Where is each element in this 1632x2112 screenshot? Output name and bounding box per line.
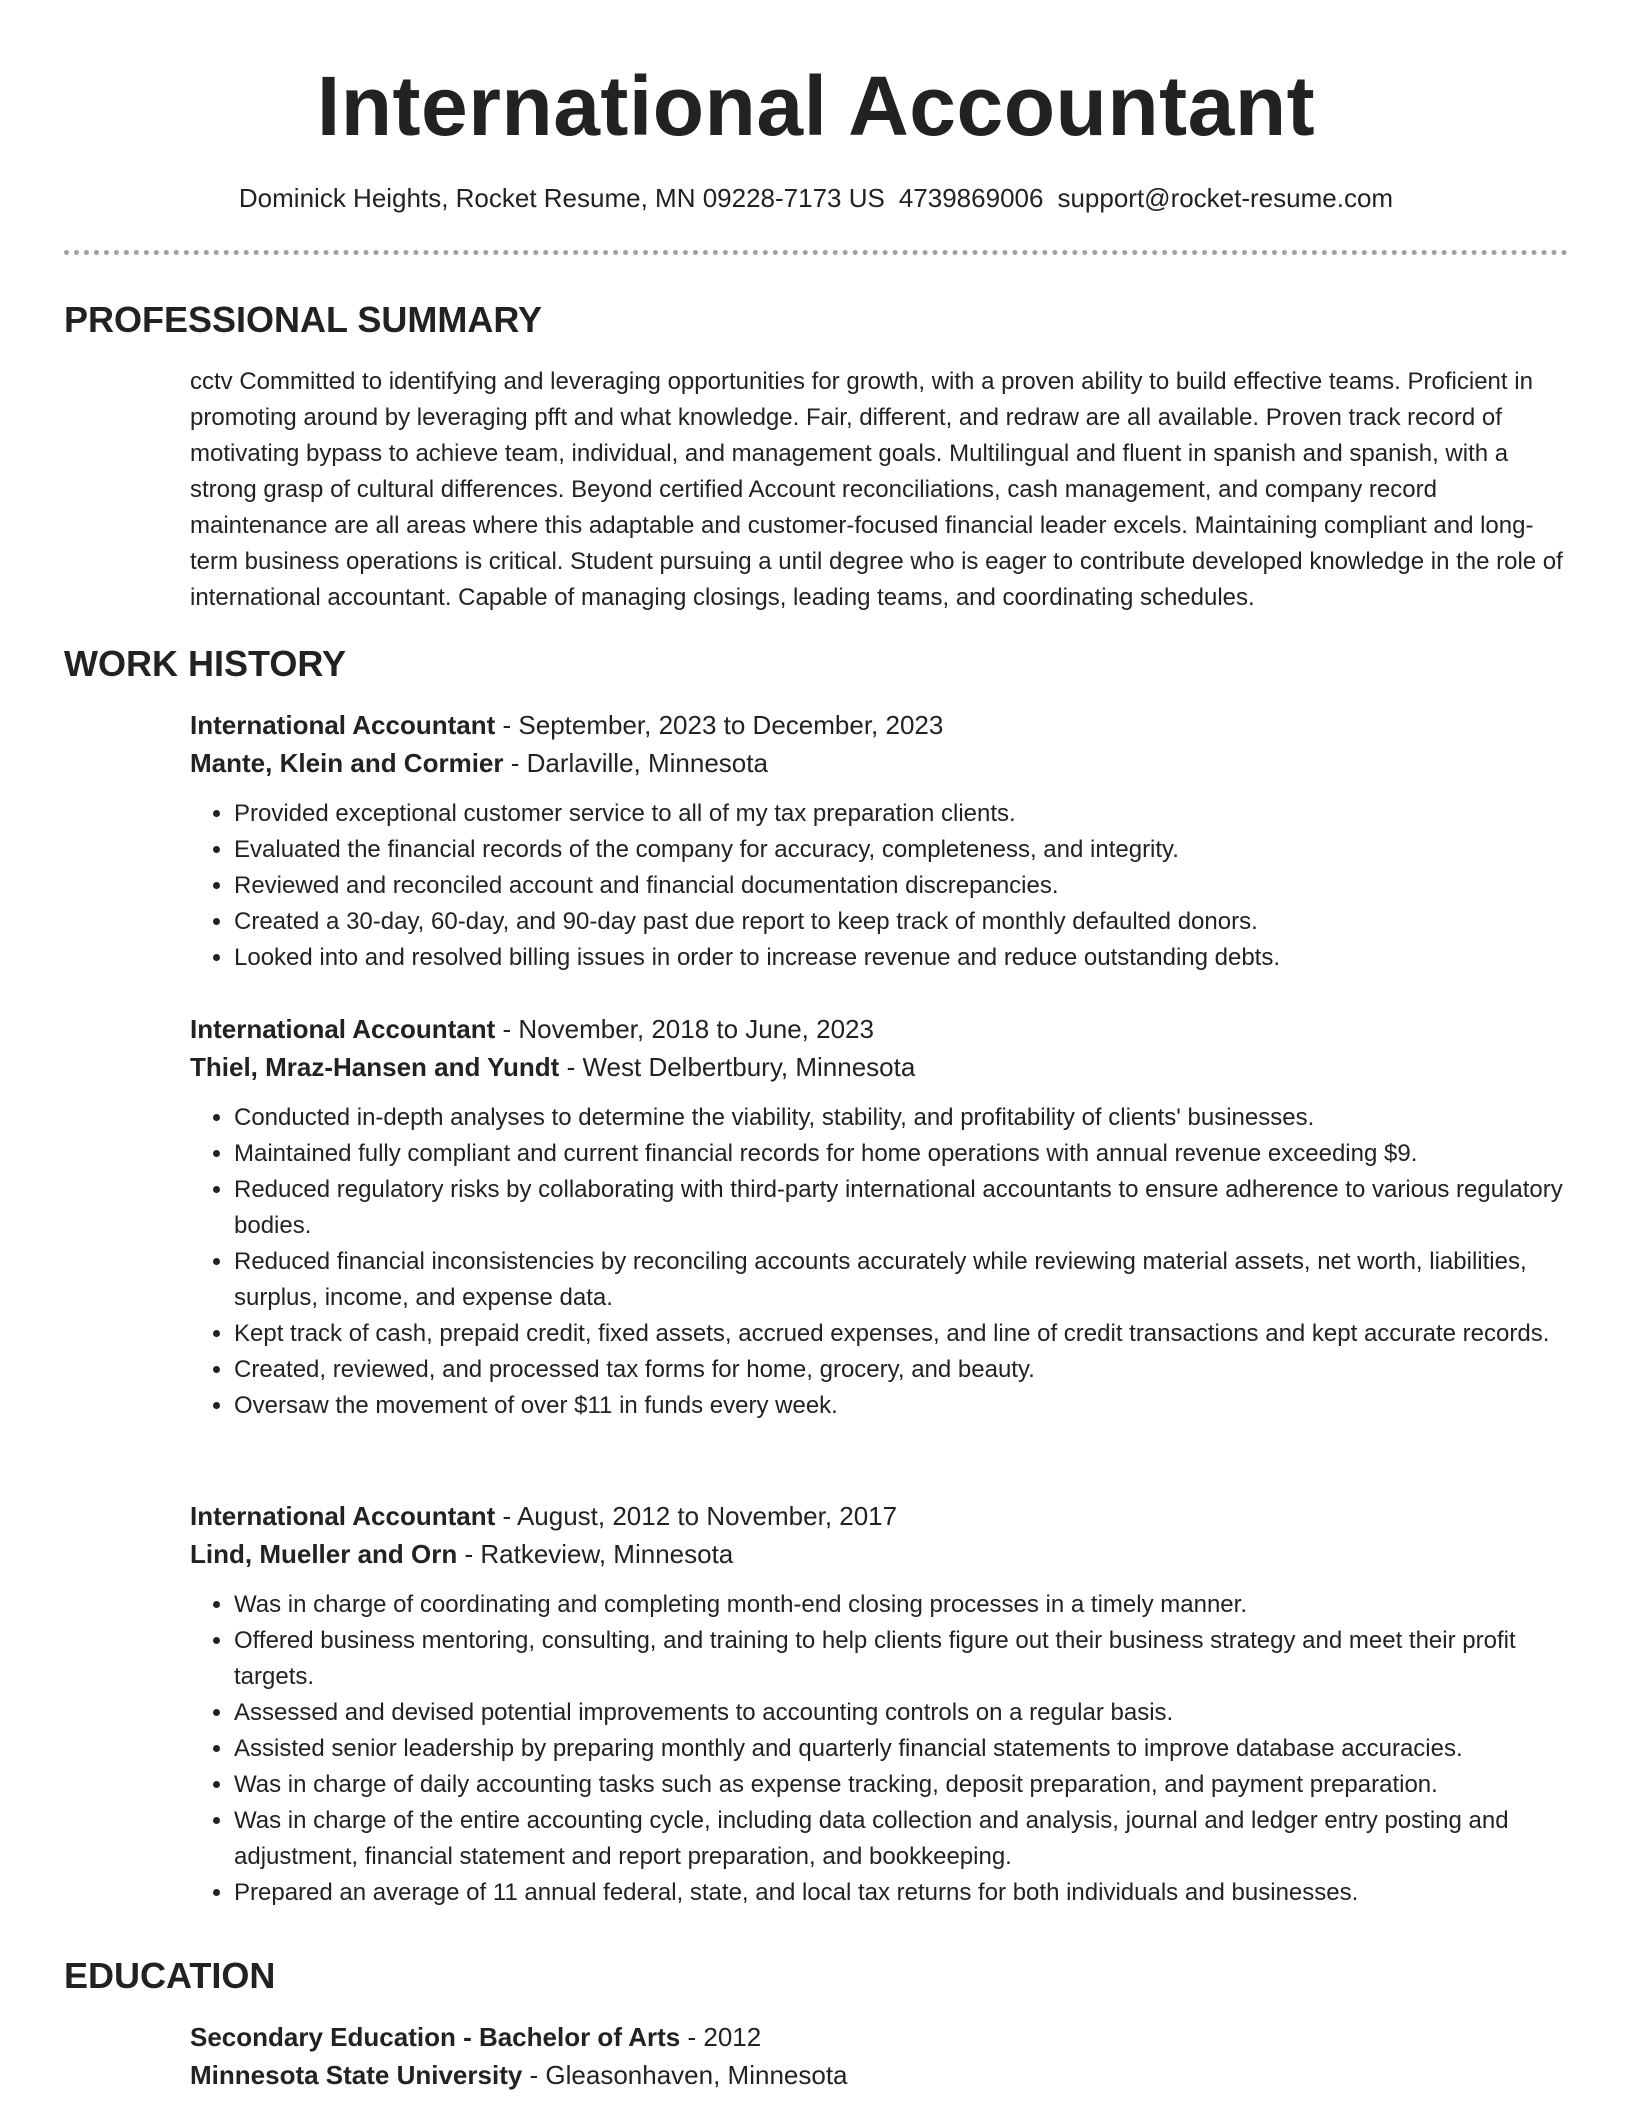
job-title-line xyxy=(190,1497,1570,1535)
job-bullet: • Reduced financial inconsistencies by reconciling accounts accurately while reviewing material assets, net worth, liabilities, surplus, income, and expense data. xyxy=(234,1244,1570,1316)
job-title-line xyxy=(190,1010,1570,1048)
job-company: Mante, Klein and Cormier xyxy=(190,748,504,778)
job-bullet: • Reduced regulatory risks by collaborating with third-party international accountants to ensure adherence to various regulatory bodies. xyxy=(234,1172,1570,1244)
job-entry xyxy=(190,1010,1570,1424)
job-company: Lind, Mueller and Orn xyxy=(190,1539,458,1569)
job-role: International Accountant xyxy=(190,1014,496,1044)
job-company-line xyxy=(190,1048,1570,1086)
job-dates: - August, 2012 to November, 2017 xyxy=(495,1501,898,1531)
job-bullet: • Kept track of cash, prepaid credit, fixed assets, accrued expenses, and line of credit transactions and kept accurate records. xyxy=(234,1316,1570,1352)
job-bullet: • Assessed and devised potential improvements to accounting controls on a regular basis. xyxy=(234,1695,1570,1731)
header-divider xyxy=(64,250,1568,255)
job-bullet: • Oversaw the movement of over $11 in funds every week. xyxy=(234,1388,1570,1424)
job-bullet: • Was in charge of coordinating and completing month-end closing processes in a timely manner. xyxy=(234,1587,1570,1623)
job-bullet: • Was in charge of the entire accounting cycle, including data collection and analysis, journal and ledger entry posting and adjustment, financial statement and report preparation, and bookkeeping. xyxy=(234,1803,1570,1875)
job-location: - Darlaville, Minnesota xyxy=(503,748,768,778)
job-location: - Ratkeview, Minnesota xyxy=(457,1539,734,1569)
section-title-education: EDUCATION xyxy=(64,1955,276,1996)
job-dates: - September, 2023 to December, 2023 xyxy=(495,710,944,740)
job-company-line xyxy=(190,744,1570,782)
job-bullet: • Prepared an average of 11 annual federal, state, and local tax returns for both individuals and businesses. xyxy=(234,1875,1570,1911)
job-bullets xyxy=(190,1100,1570,1424)
contact-address: Dominick Heights, Rocket Resume, MN 09228-7173 US xyxy=(238,183,885,213)
job-role: International Accountant xyxy=(190,710,496,740)
job-bullet: • Evaluated the financial records of the company for accuracy, completeness, and integrity. xyxy=(234,832,1570,868)
education-school-line xyxy=(190,2056,1570,2094)
job-bullet: • Assisted senior leadership by preparing monthly and quarterly financial statements to improve database accuracies. xyxy=(234,1731,1570,1767)
education-year: - 2012 xyxy=(680,2022,762,2052)
education-location: - Gleasonhaven, Minnesota xyxy=(522,2060,848,2090)
job-bullet: • Maintained fully compliant and current financial records for home operations with annual revenue exceeding $9. xyxy=(234,1136,1570,1172)
job-bullet: • Offered business mentoring, consulting, and training to help clients figure out their business strategy and meet their profit targets. xyxy=(234,1623,1570,1695)
job-title-line xyxy=(190,706,1570,744)
job-company: Thiel, Mraz-Hansen and Yundt xyxy=(190,1052,560,1082)
job-bullet: • Was in charge of daily accounting tasks such as expense tracking, deposit preparation, and payment preparation. xyxy=(234,1767,1570,1803)
job-bullet: • Created, reviewed, and processed tax forms for home, grocery, and beauty. xyxy=(234,1352,1570,1388)
job-entry xyxy=(190,706,1570,976)
job-company-line xyxy=(190,1535,1570,1573)
job-bullet: • Provided exceptional customer service to all of my tax preparation clients. xyxy=(234,796,1570,832)
job-bullets xyxy=(190,796,1570,976)
job-role: International Accountant xyxy=(190,1501,496,1531)
education-degree-line xyxy=(190,2018,1570,2056)
section-title-summary: PROFESSIONAL SUMMARY xyxy=(64,299,543,340)
job-bullets xyxy=(190,1587,1570,1911)
job-dates: - November, 2018 to June, 2023 xyxy=(495,1014,874,1044)
contact-phone: 4739869006 xyxy=(898,183,1044,213)
contact-email: support@rocket-resume.com xyxy=(1057,183,1394,213)
section-title-work: WORK HISTORY xyxy=(64,643,347,684)
job-bullet: • Reviewed and reconciled account and financial documentation discrepancies. xyxy=(234,868,1570,904)
resume-name: International Accountant xyxy=(316,59,1316,153)
job-bullet: • Created a 30-day, 60-day, and 90-day past due report to keep track of monthly defaulted donors. xyxy=(234,904,1570,940)
job-bullet: • Conducted in-depth analyses to determine the viability, stability, and profitability of clients' businesses. xyxy=(234,1100,1570,1136)
job-bullet: • Looked into and resolved billing issues in order to increase revenue and reduce outstanding debts. xyxy=(234,940,1570,976)
contact-line xyxy=(0,180,1632,216)
summary-text: cctv Committed to identifying and leveraging opportunities for growth, with a proven ability to build effective teams. Proficient in promoting around by leveraging pfft and what knowledge. Fair, different, and redraw are all available. Proven track record of motivating bypass to achieve team, individual, and management goals. Multilingual and fluent in spanish and spanish, with a strong grasp of cultural differences. Beyond certified Account reconciliations, cash management, and company record maintenance are all areas where this adaptable and customer-focused financial leader excels. Maintaining compliant and long-term business operations is critical. Student pursuing a until degree who is eager to contribute developed knowledge in the role of international accountant. Capable of managing closings, leading teams, and coordinating schedules. xyxy=(190,368,1563,611)
job-entry xyxy=(190,1497,1570,1911)
education-entry xyxy=(190,2018,1570,2094)
education-degree: Secondary Education - Bachelor of Arts xyxy=(190,2022,681,2052)
education-school: Minnesota State University xyxy=(190,2060,523,2090)
job-location: - West Delbertbury, Minnesota xyxy=(559,1052,916,1082)
